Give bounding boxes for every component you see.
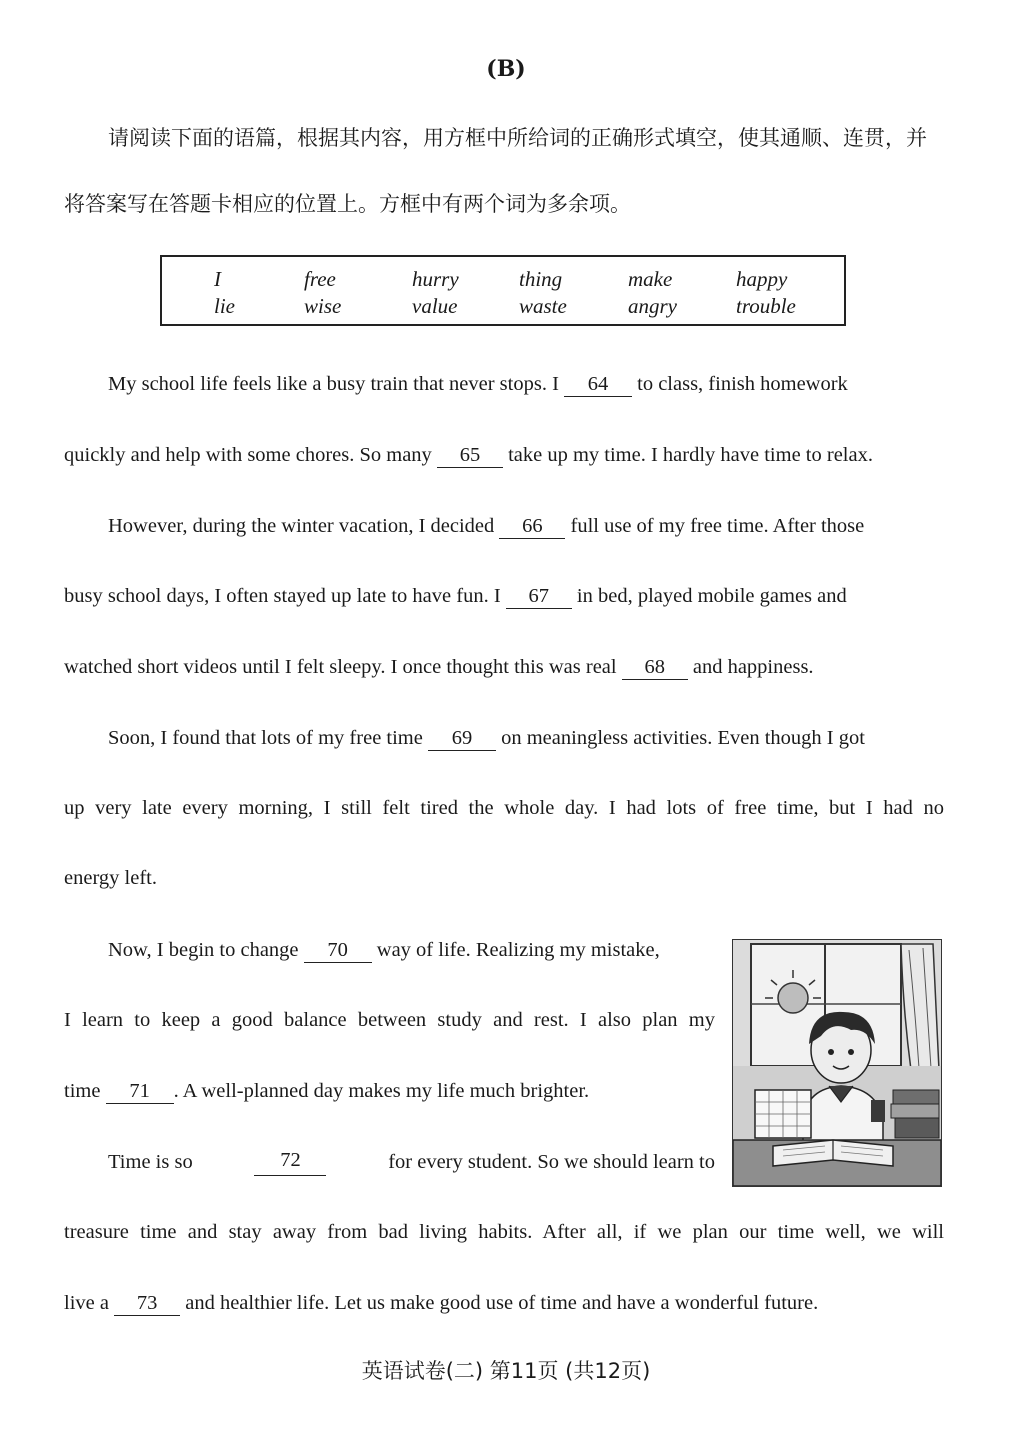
word-option: trouble <box>736 294 796 318</box>
passage-line <box>108 512 864 540</box>
passage-text: However, during the winter vacation, I decided <box>108 515 495 537</box>
passage-text: My school life feels like a busy train that never stops. I <box>108 373 559 395</box>
passage-text: and healthier life. Let us make good use of time and have a wonderful future. <box>185 1292 819 1314</box>
passage-text: Soon, I found that lots of my free time <box>108 727 423 749</box>
passage-line <box>108 1148 715 1176</box>
passage-line <box>108 724 865 752</box>
passage-line: energy left. <box>64 867 157 889</box>
blank-71[interactable]: 71 <box>106 1079 174 1104</box>
passage-line <box>64 441 873 469</box>
passage-line <box>64 582 847 610</box>
word-option: free <box>304 267 336 291</box>
passage-text: busy school days, I often stayed up late to have fun. I <box>64 585 501 607</box>
passage-text: Time is so <box>108 1151 193 1173</box>
passage-line <box>108 370 848 398</box>
passage-text: time <box>64 1080 101 1102</box>
word-box <box>160 255 846 326</box>
blank-65[interactable]: 65 <box>437 443 503 468</box>
passage-line <box>108 936 660 964</box>
blank-69[interactable]: 69 <box>428 726 496 751</box>
word-option: wise <box>304 294 342 318</box>
word-option: thing <box>519 267 563 291</box>
word-option: lie <box>214 294 235 318</box>
boy-at-desk-icon <box>733 940 941 1186</box>
passage-line: treasure time and stay away from bad living habits. After all, if we plan our time well, we will <box>64 1221 944 1243</box>
passage-text: and happiness. <box>692 656 814 678</box>
passage-line <box>64 653 814 681</box>
blank-70[interactable]: 70 <box>304 938 372 963</box>
word-option: I <box>214 267 221 291</box>
blank-67[interactable]: 67 <box>506 584 572 609</box>
passage-text: way of life. Realizing my mistake, <box>376 939 660 961</box>
word-option: waste <box>519 294 567 318</box>
passage-line <box>64 1077 589 1105</box>
section-title: (B) <box>486 56 526 82</box>
instruction-line-2: 将答案写在答题卡相应的位置上。方框中有两个词为多余项。 <box>64 192 631 216</box>
passage-text: to class, finish homework <box>637 373 848 395</box>
blank-66[interactable]: 66 <box>499 514 565 539</box>
passage-text: live a <box>64 1292 109 1314</box>
passage-text: for every student. So we should learn to <box>388 1151 715 1173</box>
blank-72[interactable]: 72 <box>254 1148 326 1176</box>
passage-text: take up my time. I hardly have time to relax. <box>508 444 873 466</box>
blank-68[interactable]: 68 <box>622 655 688 680</box>
passage-text: in bed, played mobile games and <box>576 585 847 607</box>
passage-line: up very late every morning, I still felt tired the whole day. I had lots of free time, but I had no <box>64 797 944 819</box>
word-option: happy <box>736 267 788 291</box>
instruction-line-1: 请阅读下面的语篇，根据其内容，用方框中所给词的正确形式填空，使其通顺、连贯，并 <box>108 126 927 150</box>
student-illustration <box>732 939 942 1187</box>
passage-text: . A well-planned day makes my life much brighter. <box>173 1080 590 1102</box>
passage-text: watched short videos until I felt sleepy. I once thought this was real <box>64 656 617 678</box>
word-option: value <box>412 294 458 318</box>
word-option: hurry <box>412 267 459 291</box>
word-option: make <box>628 267 673 291</box>
passage-text: quickly and help with some chores. So many <box>64 444 432 466</box>
passage-line <box>64 1289 818 1317</box>
blank-73[interactable]: 73 <box>114 1291 180 1316</box>
passage-text: Now, I begin to change <box>108 939 299 961</box>
blank-64[interactable]: 64 <box>564 372 632 397</box>
passage-line: I learn to keep a good balance between study and rest. I also plan my <box>64 1009 715 1031</box>
passage-text: full use of my free time. After those <box>570 515 865 537</box>
passage-text: on meaningless activities. Even though I got <box>501 727 865 749</box>
page-footer: 英语试卷(二) 第11页 (共12页) <box>361 1359 651 1383</box>
word-option: angry <box>628 294 677 318</box>
